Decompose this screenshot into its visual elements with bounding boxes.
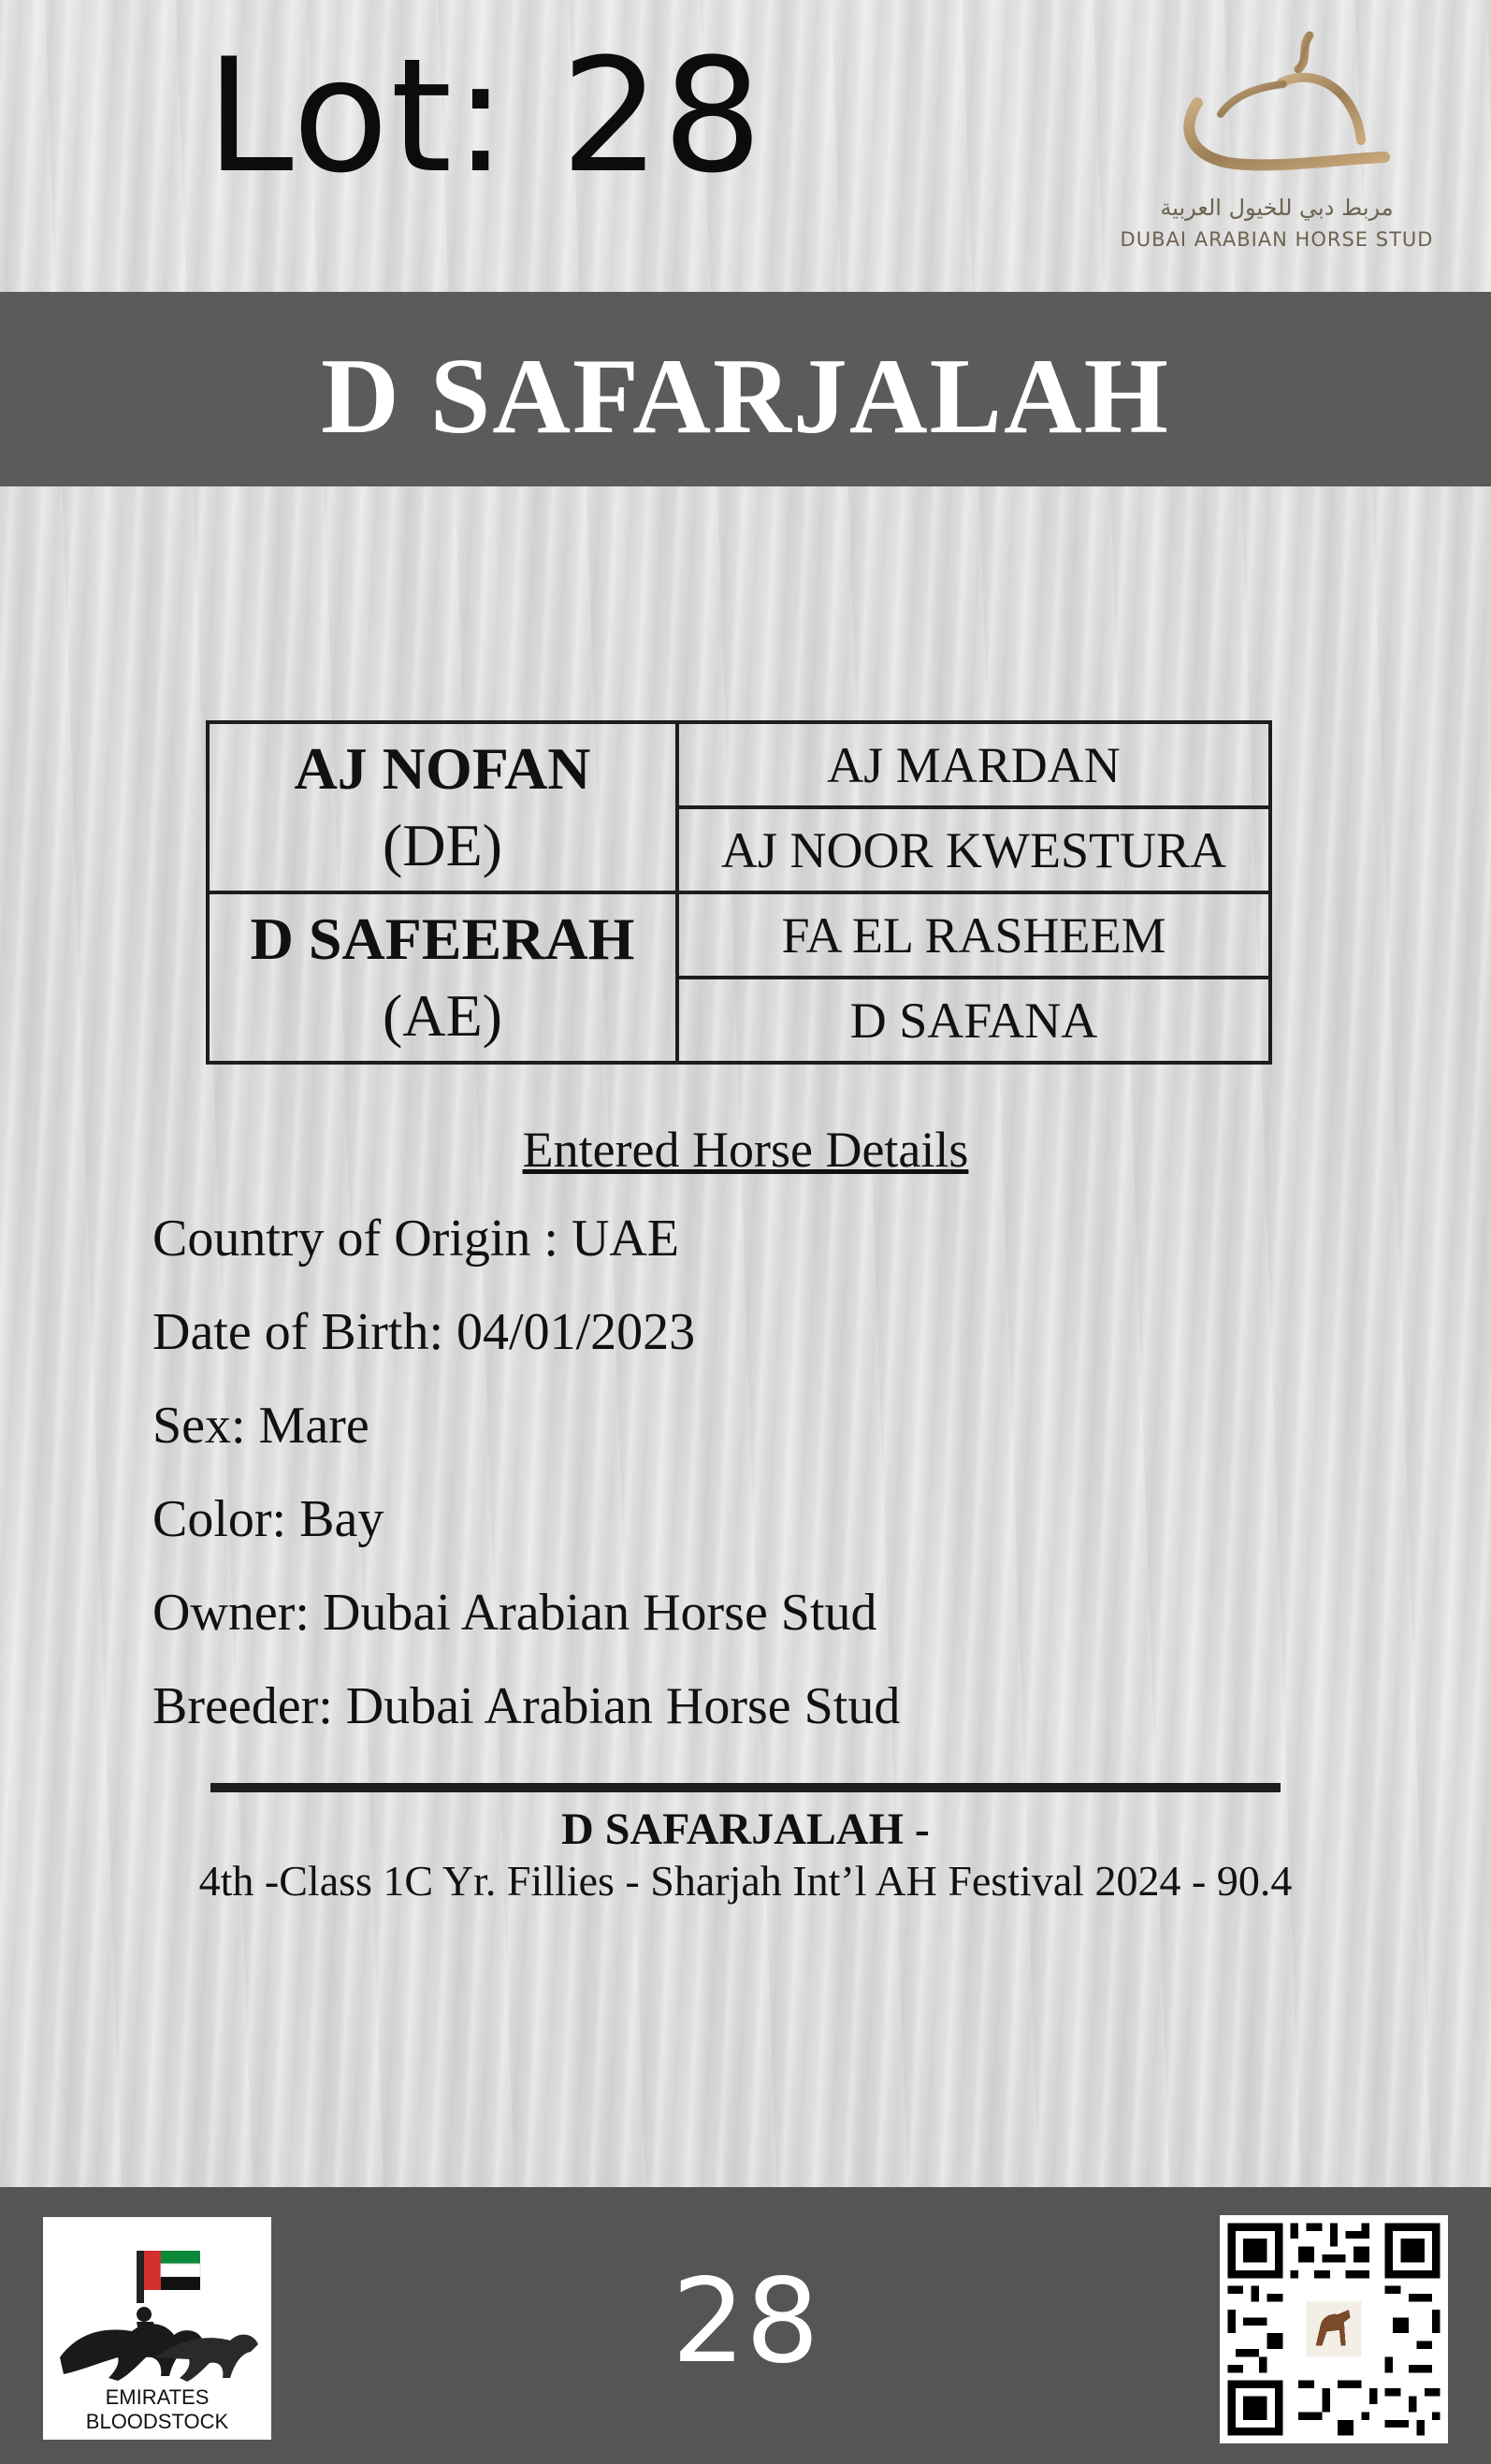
qr-code-icon (1220, 2215, 1448, 2443)
horse-name: D SAFARJALAH (321, 337, 1170, 457)
sire-country: (DE) (383, 812, 502, 878)
sponsor-caption: EMIRATES BLOODSTOCK (85, 2385, 229, 2433)
dam-country: (AE) (383, 982, 502, 1049)
stud-name-arabic: مربط دبي للخيول العربية (1160, 195, 1394, 221)
lot-title: Lot: 28 (206, 24, 765, 208)
stud-name-english: DUBAI ARABIAN HORSE STUD (1120, 228, 1434, 251)
qr-code[interactable] (1220, 2215, 1448, 2443)
dam-name: D SAFEERAH (250, 906, 635, 972)
details-section-title: Entered Horse Details (522, 1122, 969, 1178)
sire-sire-cell: AJ MARDAN (677, 722, 1270, 807)
country-of-origin: Country of Origin : UAE (152, 1210, 680, 1268)
dam-cell (208, 892, 677, 1063)
dam-sire-cell: FA EL RASHEEM (677, 892, 1270, 978)
result-detail: 4th -Class 1C Yr. Fillies - Sharjah Int’l AH Festival 2024 - 90.4 (198, 1857, 1293, 1905)
divider (210, 1783, 1281, 1792)
dam-dam-cell: D SAFANA (677, 978, 1270, 1063)
breeder: Breeder: Dubai Arabian Horse Stud (152, 1677, 901, 1735)
color: Color: Bay (152, 1490, 384, 1548)
sire-name: AJ NOFAN (294, 735, 591, 802)
footer-lot-number: 28 (672, 2254, 819, 2389)
sex: Sex: Mare (152, 1397, 369, 1455)
result-horse-name: D SAFARJALAH - (561, 1805, 930, 1854)
owner: Owner: Dubai Arabian Horse Stud (152, 1584, 877, 1642)
stud-logo-emblem-icon (1169, 28, 1394, 187)
pedigree-table (206, 720, 1272, 1065)
sire-dam-cell: AJ NOOR KWESTURA (677, 807, 1270, 892)
sire-cell (208, 722, 677, 892)
stud-logo (1094, 28, 1459, 262)
date-of-birth: Date of Birth: 04/01/2023 (152, 1303, 696, 1361)
